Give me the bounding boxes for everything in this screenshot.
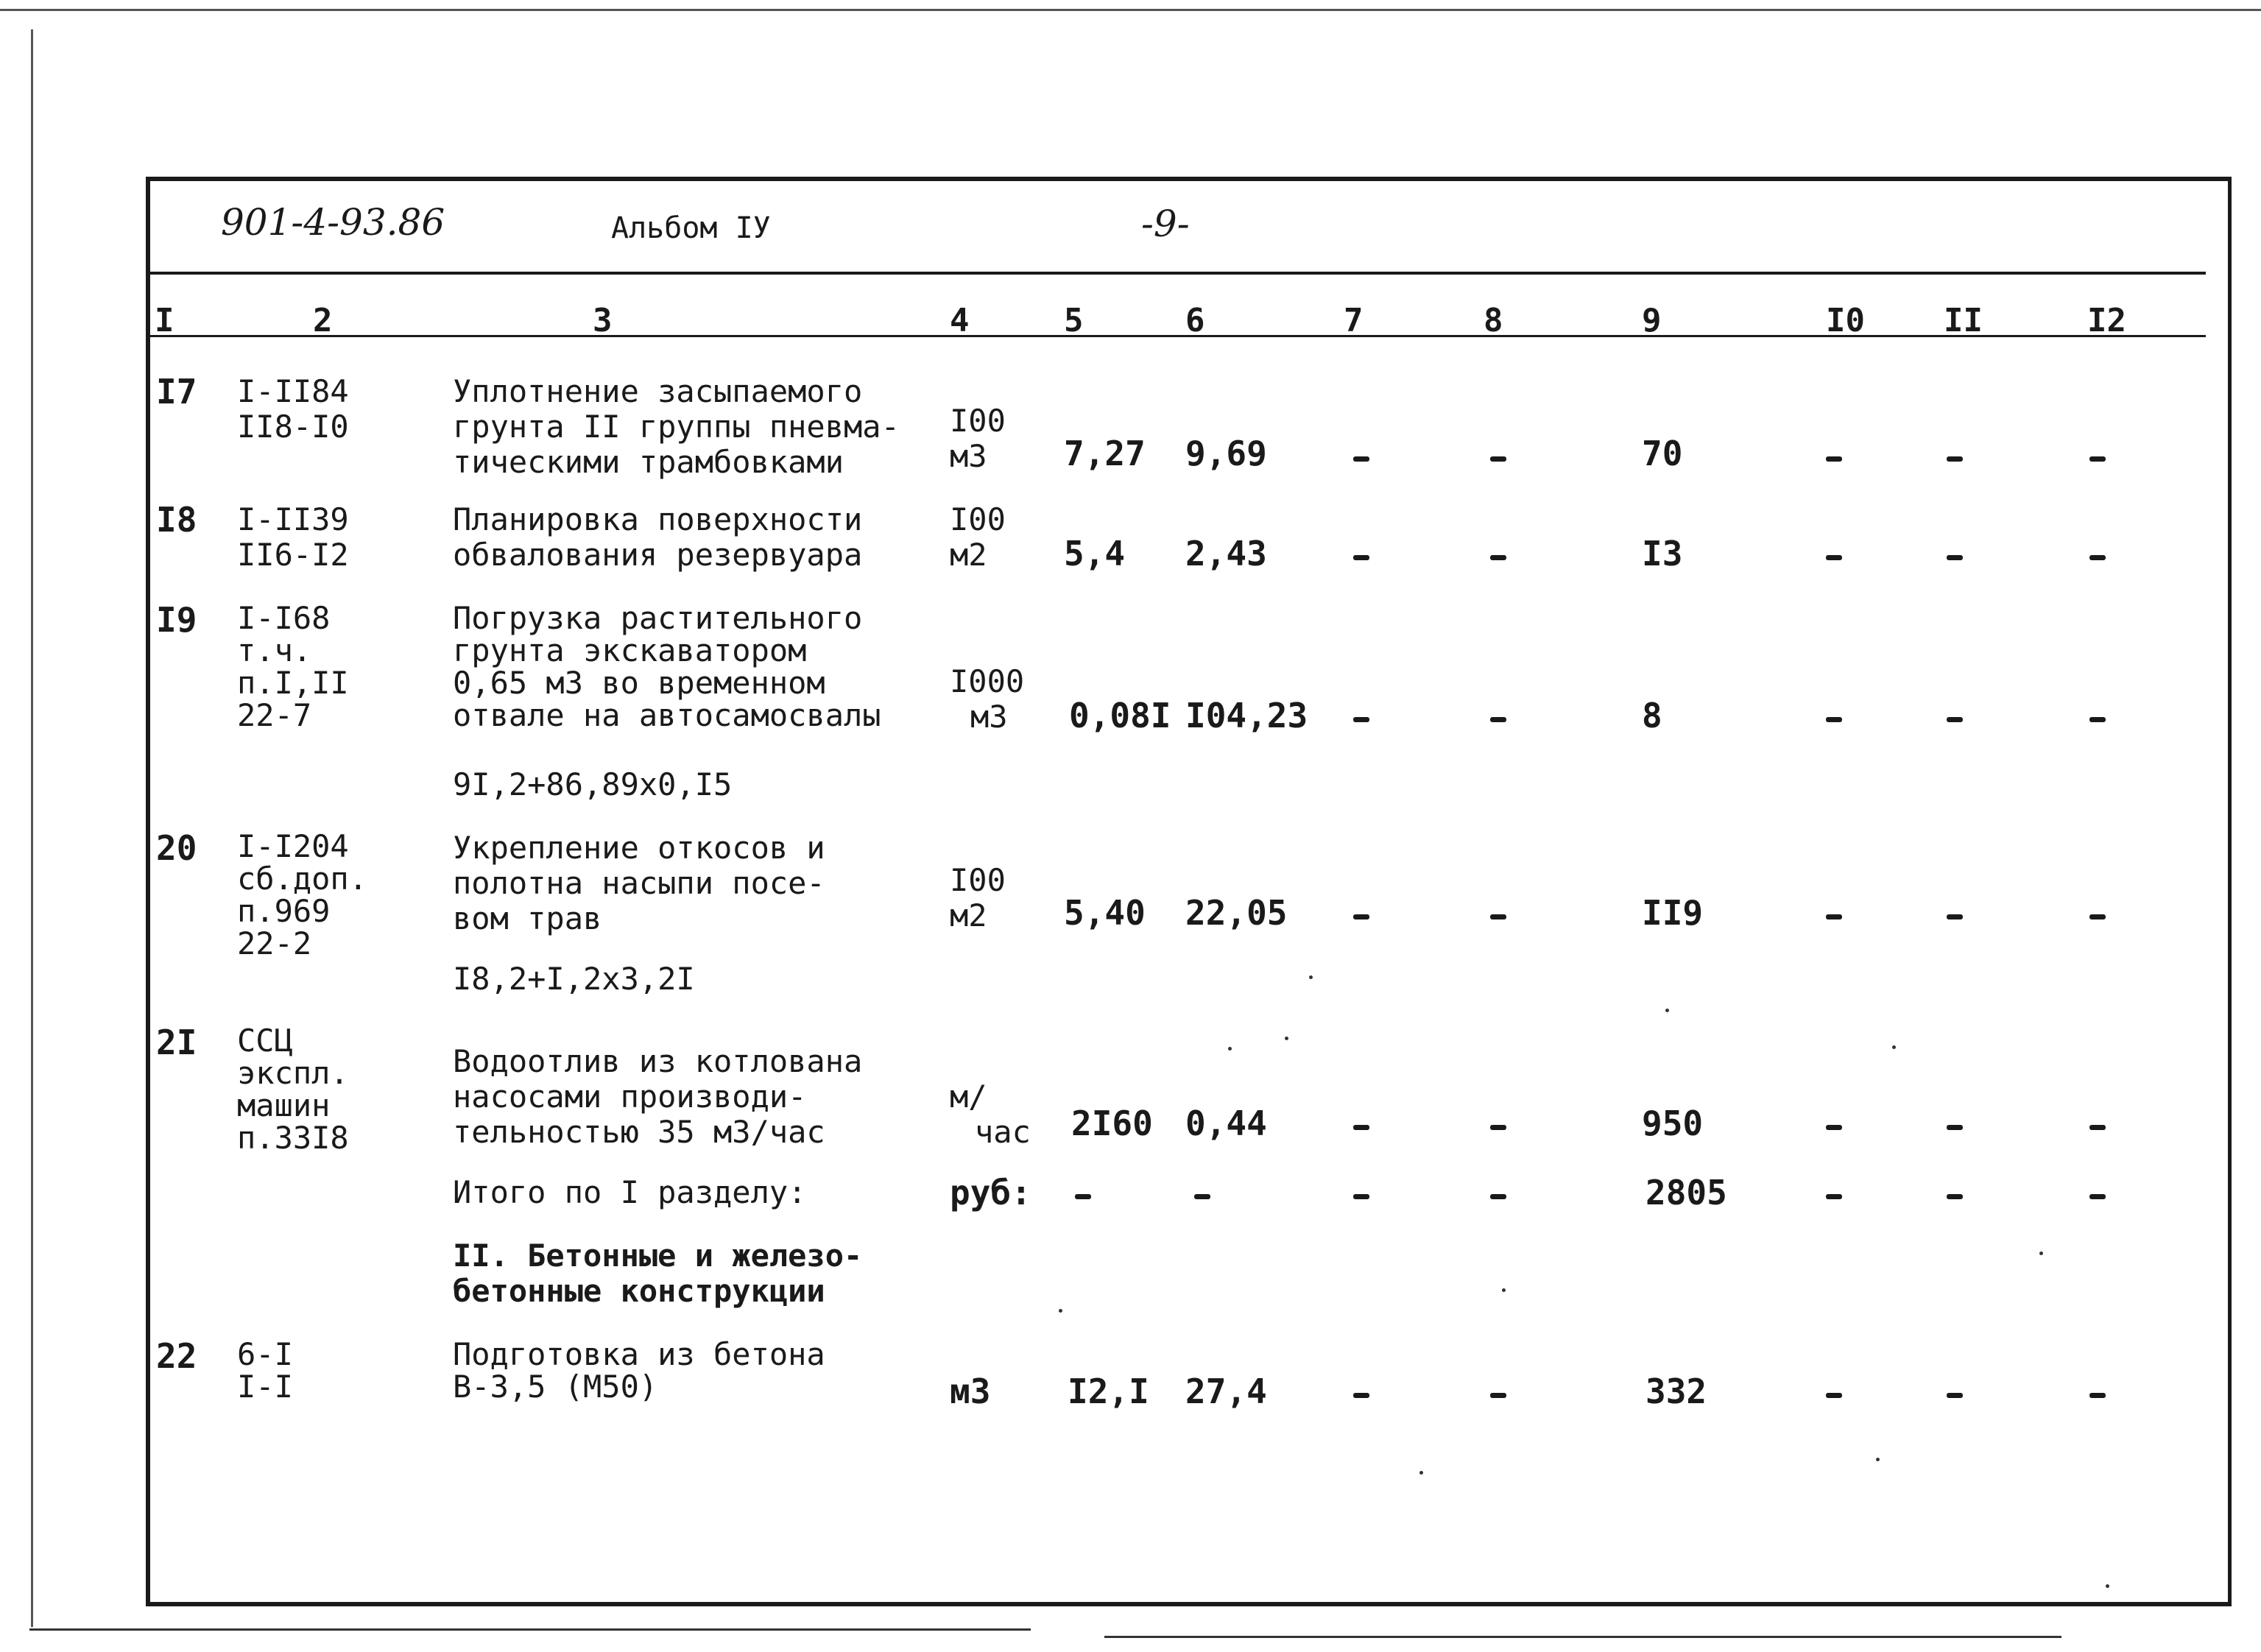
row-description: Погрузка растительного грунта экскаватором 0,65 м3 во временном отвале на автосамосвалы [453,600,881,733]
speck [1285,1037,1288,1040]
col-num-2: 2 [313,302,333,339]
row-unit: I00 м2 [950,501,1006,573]
speck [1892,1045,1896,1049]
cell-col6: 9,69 [1185,434,1267,473]
col-num-5: 5 [1064,302,1084,339]
speck [1309,975,1313,979]
cell-col5: 0,08I [1069,696,1171,735]
dash-mark [1947,1125,1963,1130]
dash-mark [2089,1393,2106,1398]
cell-col6: I04,23 [1185,696,1308,735]
col-num-9: 9 [1642,302,1662,339]
calc-note: 9I,2+86,89х0,I5 [453,766,733,802]
dash-mark [2089,1125,2106,1130]
col-num-10: I0 [1826,302,1865,339]
col-num-11: II [1944,302,1983,339]
row-code: I-II39 II6-I2 [237,501,349,573]
dash-mark [2089,717,2106,722]
dash-mark [1826,717,1842,722]
speck [1665,1009,1669,1012]
col-num-7: 7 [1344,302,1364,339]
album-label: Альбом IУ [611,211,771,245]
bottom-edge-rule [29,1628,1031,1631]
dash-mark [2089,914,2106,919]
left-edge-rule [31,29,33,1627]
dash-mark [1947,914,1963,919]
dash-mark [1353,1393,1369,1398]
row-description: Укрепление откосов и полотна насыпи посе- вом трав [453,830,825,936]
dash-mark [1490,1125,1506,1130]
dash-mark [1826,555,1842,560]
dash-mark [1947,555,1963,560]
dash-mark [1947,1194,1963,1199]
row-number: 20 [156,828,197,868]
row-description: Планировка поверхности обвалования резервуара [453,501,863,573]
col-num-12: I2 [2087,302,2126,339]
speck [1059,1309,1062,1313]
row-code: 6-I I-I [237,1336,293,1405]
speck [1419,1471,1423,1475]
cell-col9: 8 [1642,696,1662,735]
row-description: Подготовка из бетона В-3,5 (М50) [453,1336,825,1405]
dash-mark [1947,456,1963,462]
total-label: Итого по I разделу: [453,1174,807,1210]
speck [2106,1584,2109,1588]
row-number: 2I [156,1023,197,1062]
dash-mark [1947,1393,1963,1398]
section-heading: II. Бетонные и железо- бетонные конструкции [453,1238,863,1309]
speck [1502,1288,1506,1292]
col-num-6: 6 [1185,302,1205,339]
cell-col5: 2I60 [1071,1104,1153,1143]
cell-col5: 5,40 [1064,893,1146,933]
column-header-rule [150,335,2206,337]
total-unit: руб: [950,1173,1031,1212]
speck [1876,1458,1880,1461]
row-unit: м3 [950,1372,991,1411]
dash-mark [1353,914,1369,919]
dash-mark [1353,1125,1369,1130]
cell-col9: 950 [1642,1104,1704,1143]
row-unit: I00 м3 [950,403,1006,474]
row-code: I-II84 II8-I0 [237,373,349,445]
dash-mark [1826,914,1842,919]
cell-col9: 70 [1642,434,1683,473]
dash-mark [1826,1125,1842,1130]
dash-mark [1353,1194,1369,1199]
dash-mark [1353,717,1369,722]
col-num-1: I [155,302,174,339]
total-col9: 2805 [1646,1173,1727,1212]
row-description: Водоотлив из котлована насосами производи- тельностью 35 м3/час [453,1043,863,1150]
top-edge-rule [0,9,2261,11]
col-num-8: 8 [1484,302,1503,339]
dash-mark [1490,1393,1506,1398]
cell-col6: 2,43 [1185,534,1267,573]
dash-mark [1353,555,1369,560]
dash-mark [1826,1194,1842,1199]
bottom-edge-rule-2 [1104,1636,2061,1638]
cell-col6: 22,05 [1185,893,1288,933]
dash-mark [1490,1194,1506,1199]
col-num-4: 4 [950,302,970,339]
row-unit: I00 м2 [950,862,1006,933]
cell-col9: I3 [1642,534,1683,573]
row-unit: м/ час [950,1079,1031,1150]
dash-mark [1490,717,1506,722]
row-number: I8 [156,500,197,540]
row-description: Уплотнение засыпаемого грунта II группы пневма- тическими трамбовками [453,373,900,480]
cell-col5: 7,27 [1064,434,1146,473]
cell-col6: 27,4 [1185,1372,1267,1411]
dash-mark [2089,555,2106,560]
row-unit: I000 м3 [950,663,1025,735]
col-num-3: 3 [593,302,613,339]
row-code: ССЦ экспл. машин п.33I8 [237,1023,349,1156]
page-number: -9- [1141,202,1190,245]
dash-mark [1490,914,1506,919]
header-rule [150,272,2206,275]
calc-note: I8,2+I,2х3,2I [453,961,695,997]
dash-mark [1947,717,1963,722]
dash-mark [1075,1194,1091,1199]
dash-mark [1353,456,1369,462]
cell-col5: 5,4 [1064,534,1126,573]
dash-mark [2089,1194,2106,1199]
dash-mark [1826,1393,1842,1398]
cell-col9: 332 [1646,1372,1707,1411]
row-number: 22 [156,1336,197,1376]
dash-mark [1490,456,1506,462]
dash-mark [1194,1194,1210,1199]
row-code: I-I68 т.ч. п.I,II 22-7 [237,600,349,733]
doc-code: 901-4-93.86 [221,201,445,244]
cell-col6: 0,44 [1185,1104,1267,1143]
row-code: I-I204 сб.доп. п.969 22-2 [237,828,368,961]
dash-mark [1826,456,1842,462]
speck [2039,1252,2043,1255]
cell-col5: I2,I [1068,1372,1149,1411]
cell-col9: II9 [1642,893,1704,933]
row-number: I9 [156,600,197,640]
dash-mark [2089,456,2106,462]
row-number: I7 [156,372,197,412]
dash-mark [1490,555,1506,560]
speck [1228,1047,1232,1051]
